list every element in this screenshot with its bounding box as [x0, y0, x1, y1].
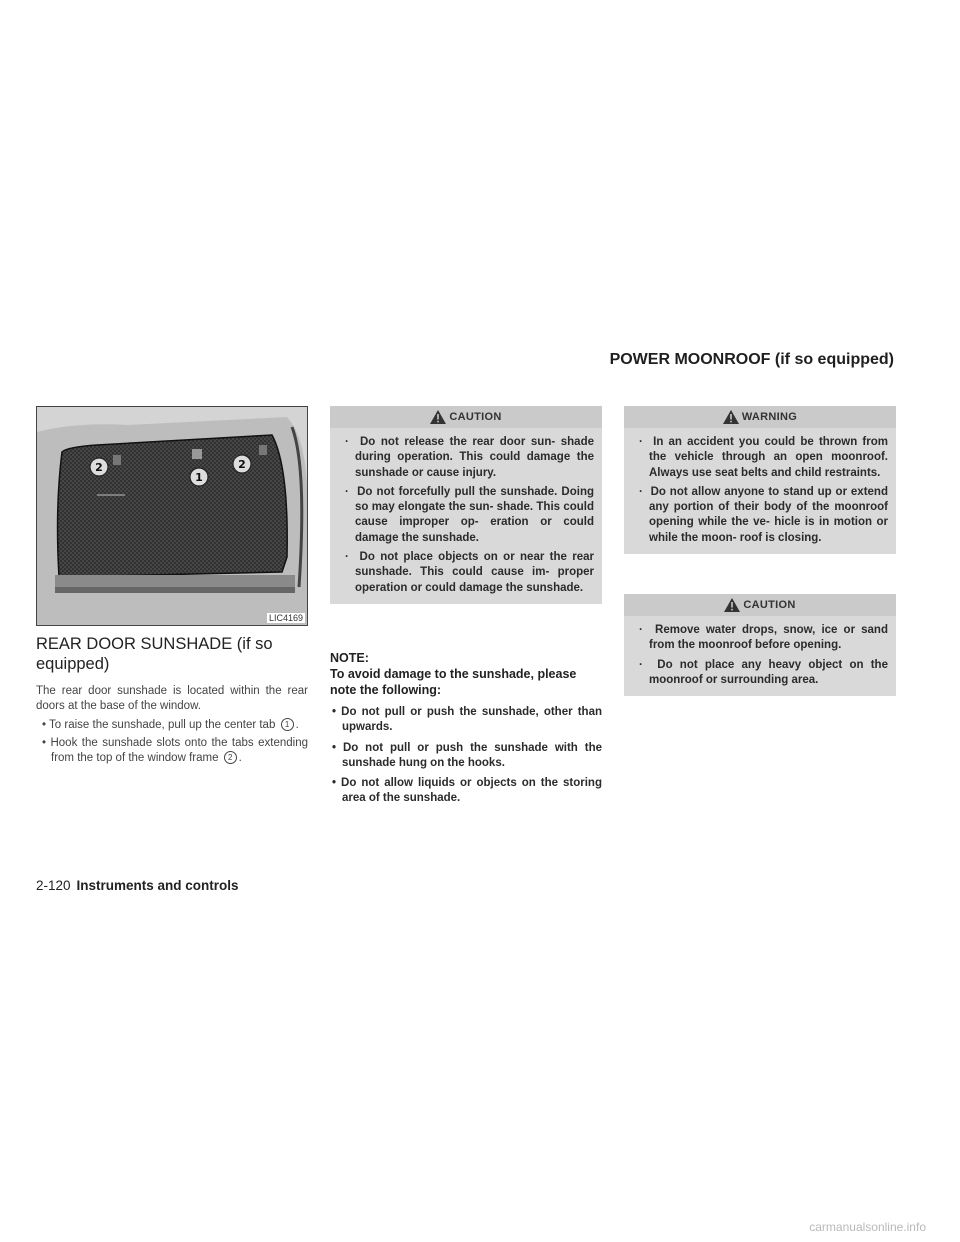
- warning-triangle-icon: [430, 410, 446, 424]
- callout-1: 1: [195, 471, 203, 484]
- note-heading: [330, 650, 602, 698]
- chapter-title: Instruments and controls: [76, 878, 239, 893]
- caution-label: CAUTION: [449, 411, 502, 423]
- callout-2-right: 2: [238, 458, 246, 471]
- list-item: · Do not place any heavy object on the moonroof or surrounding area.: [639, 658, 888, 686]
- rear-sunshade-section: [36, 634, 308, 769]
- heading-line-2: equipped): [36, 655, 110, 673]
- figure-id: LIC4169: [268, 613, 303, 623]
- caution-header: [624, 594, 896, 616]
- warning-header: [624, 406, 896, 428]
- callout-marker: 2: [224, 751, 237, 764]
- rear-sunshade-intro: The rear door sunshade is located within the rear doors at the base of the window.: [36, 685, 308, 712]
- sunshade-drawing: [37, 407, 307, 625]
- caution-label: CAUTION: [743, 599, 796, 611]
- caution-box-sunshade: [330, 406, 602, 604]
- rear-sunshade-steps: [36, 718, 308, 766]
- sunshade-illustration: [36, 406, 308, 626]
- warning-list: [624, 428, 896, 554]
- warning-box-moonroof: [624, 406, 896, 554]
- list-item: • Do not pull or push the sunshade with the sunshade hung on the hooks.: [332, 741, 602, 769]
- page-number: 2-120: [36, 878, 71, 893]
- page-footer: [36, 878, 239, 893]
- caution-text: Do not place objects on or near the rear sunshade. This could cause im- proper operation or could damage the sunshade.: [355, 551, 594, 594]
- step-text: To raise the sunshade, pull up the center tab: [49, 719, 276, 731]
- note-label: NOTE:: [330, 651, 369, 665]
- heading-line-1: REAR DOOR SUNSHADE (if so: [36, 635, 273, 653]
- list-item: · Do not forcefully pull the sunshade. Doing so may elongate the sun- shade. This could cause improper op- eration or could damage the sunshade.: [345, 485, 594, 544]
- caution-list: [330, 428, 602, 604]
- warning-text: Do not allow anyone to stand up or extend any portion of their body of the moonroof opening while the ve- hicle is in motion or while the moon- roof is closing.: [649, 485, 888, 544]
- list-item: · Do not place objects on or near the rear sunshade. This could cause im- proper operation or could damage the sunshade.: [345, 551, 594, 594]
- watermark: carmanualsonline.info: [809, 1220, 926, 1234]
- step-text: Hook the sunshade slots onto the tabs extending from the top of the window frame: [50, 737, 308, 764]
- caution-box-moonroof: [624, 594, 896, 696]
- caution-header: [330, 406, 602, 428]
- list-item: • Do not allow liquids or objects on the storing area of the sunshade.: [332, 777, 602, 805]
- note-item: Do not pull or push the sunshade with the sunshade hung on the hooks.: [342, 741, 602, 769]
- caution-text: Do not place any heavy object on the moonroof or surrounding area.: [649, 658, 888, 686]
- caution-text: Do not release the rear door sun- shade during operation. This could damage the sunshade or cause injury.: [355, 436, 594, 479]
- list-item: · Do not allow anyone to stand up or extend any portion of their body of the moonroof opening while the ve- hicle is in motion or while the moon- roof is closing.: [639, 485, 888, 544]
- period: .: [238, 752, 242, 764]
- note-item: Do not pull or push the sunshade, other than upwards.: [341, 706, 602, 734]
- caution-text: Remove water drops, snow, ice or sand from the moonroof before opening.: [649, 624, 888, 652]
- bullet: •: [42, 737, 47, 749]
- caution-text: Do not forcefully pull the sunshade. Doing so may elongate the sun- shade. This could cause improper op- eration or could damage the sunshade.: [355, 485, 594, 544]
- callout-marker: 1: [281, 718, 294, 731]
- list-item: · Remove water drops, snow, ice or sand from the moonroof before opening.: [639, 624, 888, 652]
- warning-triangle-icon: [723, 410, 739, 424]
- list-item: • Do not pull or push the sunshade, other than upwards.: [332, 706, 602, 734]
- warning-text: In an accident you could be thrown from the vehicle through an open moonroof. Always use seat belts and child restraints.: [649, 436, 888, 479]
- rear-sunshade-heading: [36, 634, 308, 674]
- list-item: [36, 718, 308, 733]
- period: .: [295, 719, 299, 731]
- list-item: · Do not release the rear door sun- shade during operation. This could damage the sunshade or cause injury.: [345, 436, 594, 479]
- list-item: · In an accident you could be thrown from the vehicle through an open moonroof. Always use seat belts and child restraints.: [639, 436, 888, 479]
- bullet: •: [42, 719, 47, 731]
- caution-list: [624, 616, 896, 696]
- warning-triangle-icon: [724, 598, 740, 612]
- section-title: POWER MOONROOF (if so equipped): [609, 351, 894, 368]
- note-text: To avoid damage to the sunshade, please note the following:: [330, 667, 577, 697]
- note-item: Do not allow liquids or objects on the storing area of the sunshade.: [341, 777, 602, 805]
- callout-2-left: 2: [95, 461, 103, 474]
- list-item: [36, 736, 308, 766]
- note-list: [330, 705, 602, 812]
- warning-label: WARNING: [741, 411, 798, 423]
